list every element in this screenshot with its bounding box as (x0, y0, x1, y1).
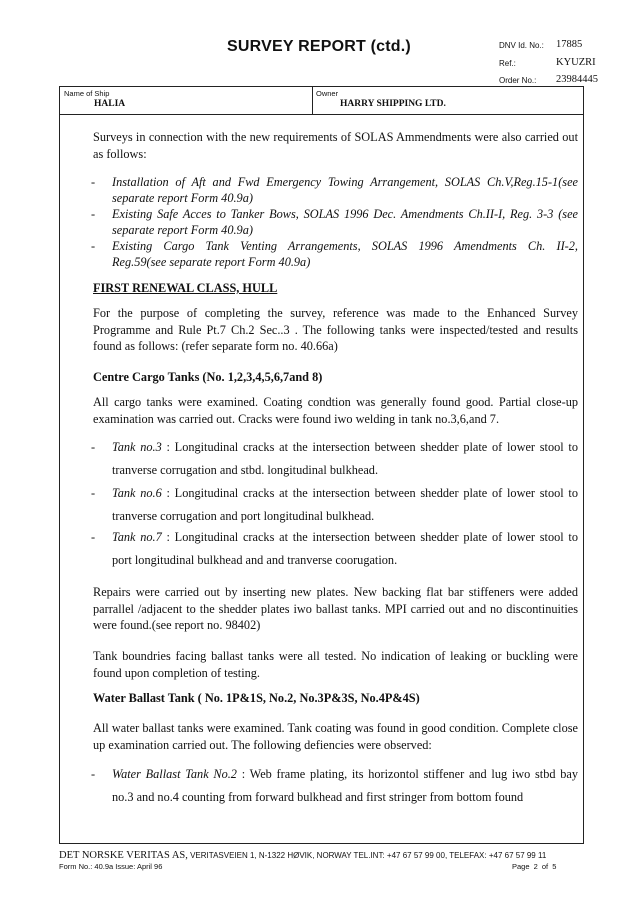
order-label: Order No.: (499, 76, 537, 85)
bullet-3-line1: Existing Cargo Tank Venting Arrangements, SOLAS 1996 Amendments Ch. II-2, (112, 239, 578, 253)
repairs-paragraph: Repairs were carried out by inserting new plates. New backing flat bar stiffeners were added parrallel /adjacent to the shedder plates iwo ballast tanks. MPI carried out and no discontinuities were found.(see report no. 98402) (93, 585, 578, 632)
section-heading-water-ballast: Water Ballast Tank ( No. 1P&1S, No.2, No.3P&3S, No.4P&4S) (93, 691, 420, 705)
tank-6-desc: : Longitudinal cracks at the intersection between shedder plate of lower stool to (161, 486, 579, 500)
boundaries-paragraph: Tank boundries facing ballast tanks were all tested. No indication of leaking or buckling were found upon completion of testing. (93, 649, 578, 680)
dnv-id-label: DNV Id. No.: (499, 41, 544, 50)
ship-name-value: HALIA (94, 99, 126, 109)
tank-6-line1 (112, 485, 578, 502)
ballast-tank-2-line2: no.3 and no.4 counting from forward bulkhead and first stringer from bottom found (112, 790, 524, 804)
tank-3-name: Tank no.3 (112, 440, 162, 454)
tank-6-line2: tranverse corrugation and port longitudinal bulkhead. (112, 509, 375, 523)
section-heading-centre-cargo: Centre Cargo Tanks (No. 1,2,3,4,5,6,7and 8) (93, 370, 323, 384)
centre-cargo-paragraph: All cargo tanks were examined. Coating condtion was generally found good. Partial close-up examination was carried out. Cracks were found iwo welding in tank no.3,6,and 7. (93, 395, 578, 426)
owner-value: HARRY SHIPPING LTD. (340, 99, 446, 109)
ballast-tank-2-name: Water Ballast Tank No.2 (112, 767, 237, 781)
tank-7-line2: port longitudinal bulkhead and and tranverse coorugation. (112, 553, 398, 567)
ref-label: Ref.: (499, 59, 516, 68)
tank-7-line1 (112, 529, 578, 546)
renewal-paragraph: For the purpose of completing the survey, reference was made to the Enhanced Survey Programme and Rule Pt.7 Ch.2 Sec..3 . The following tanks were inspected/tested and results found as follows: (refer separate form no. 40.66a) (93, 306, 578, 353)
ballast-tank-2-desc: : Web frame plating, its horizontol stiffener and lug iwo stbd bay (236, 767, 578, 781)
footer-page-number: Page 2 of 5 (512, 862, 557, 871)
ship-name-label: Name of Ship (64, 89, 110, 98)
water-ballast-paragraph: All water ballast tanks were examined. Tank coating was found in good condition. Complete close up examination carried out. The following defiencies were observed: (93, 721, 578, 752)
bullet-1-line2: separate report Form 40.9a) (112, 191, 253, 205)
tank-7-name: Tank no.7 (112, 530, 162, 544)
bullet-1-line1: Installation of Aft and Fwd Emergency Towing Arrangement, SOLAS Ch.V,Reg.15-1(see (112, 175, 578, 189)
footer-company-line (59, 850, 546, 861)
footer-address: VERITASVEIEN 1, N-1322 HØVIK, NORWAY TEL.INT: +47 67 57 99 00, TELEFAX: +47 67 57 99 11 (187, 851, 547, 860)
intro-paragraph: Surveys in connection with the new requirements of SOLAS Ammendments were also carried out as follows: (93, 130, 578, 161)
bullet-dash: - (91, 440, 96, 454)
bullet-2-line1: Existing Safe Acces to Tanker Bows, SOLAS 1996 Dec. Amendments Ch.II-I, Reg. 3-3 (see (112, 207, 578, 221)
ballast-tank-2-line1 (112, 766, 578, 783)
tank-6-name: Tank no.6 (112, 486, 162, 500)
bullet-dash: - (91, 239, 96, 253)
bullet-dash: - (91, 767, 96, 781)
ref-value: KYUZRI (556, 57, 596, 68)
header-column-divider (312, 87, 313, 114)
tank-3-line2: tranverse corrugation and stbd. longitudinal bulkhead. (112, 463, 379, 477)
tank-3-desc: : Longitudinal cracks at the intersection between shedder plate of lower stool to (161, 440, 579, 454)
bullet-3-line2: Reg.59(see separate report Form 40.9a) (112, 255, 311, 269)
bullet-dash: - (91, 486, 96, 500)
footer-form-info: Form No.: 40.9a Issue: April 96 (59, 862, 163, 871)
section-heading-renewal: FIRST RENEWAL CLASS, HULL (93, 281, 278, 295)
bullet-2-line2: separate report Form 40.9a) (112, 223, 253, 237)
header-divider (60, 114, 583, 115)
footer-company: DET NORSKE VERITAS AS, (59, 850, 188, 861)
tank-3-line1 (112, 439, 578, 456)
page-title: SURVEY REPORT (ctd.) (227, 38, 411, 55)
tank-7-desc: : Longitudinal cracks at the intersection between shedder plate of lower stool to (161, 530, 579, 544)
owner-label: Owner (316, 89, 339, 98)
bullet-dash: - (91, 175, 96, 189)
bullet-dash: - (91, 207, 96, 221)
dnv-id-value: 17885 (556, 39, 583, 50)
order-value: 23984445 (556, 74, 598, 85)
bullet-dash: - (91, 530, 96, 544)
